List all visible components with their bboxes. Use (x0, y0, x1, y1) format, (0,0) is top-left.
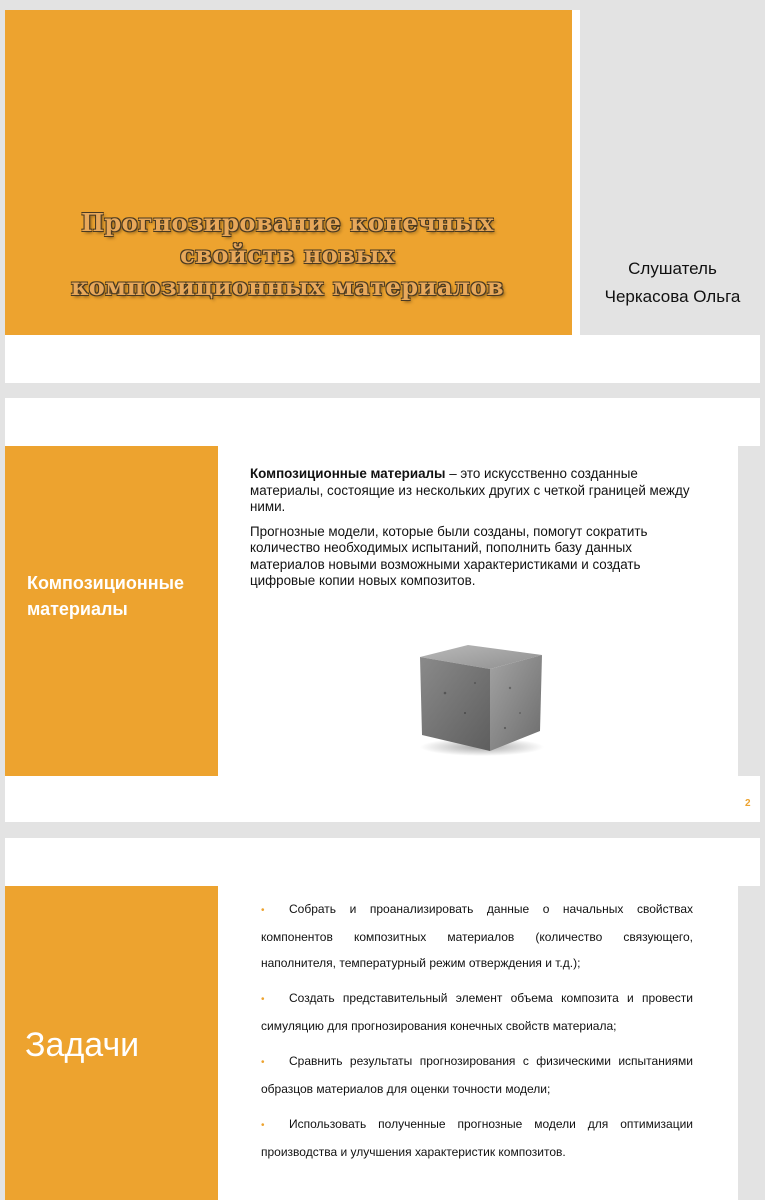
tasks-slide (5, 838, 760, 1200)
page-number: 2 (745, 798, 751, 809)
definition-text: – это искусственно созданные материалы, состоящие из нескольких других с четкой границей между ними. (250, 466, 690, 514)
concrete-cube-image (410, 643, 550, 758)
side-strip (738, 446, 760, 776)
author-block (580, 255, 760, 311)
title-line-3: композиционных материалов (70, 272, 505, 301)
list-item (261, 896, 693, 976)
author-label: Слушатель (628, 259, 717, 278)
slide-body (250, 466, 700, 598)
side-strip (738, 886, 760, 1200)
bullet-icon: • (261, 994, 265, 1005)
author-name: Черкасова Ольга (604, 287, 741, 306)
bullet-icon: • (261, 905, 265, 916)
list-item (261, 985, 693, 1039)
definition-term: Композиционные материалы (250, 466, 446, 481)
task-text: Сравнить результаты прогнозирования с физическими испытаниями образцов материалов для оценки точности модели; (261, 1054, 693, 1096)
task-text: Использовать полученные прогнозные модели для оптимизации производства и улучшения характеристик композитов. (261, 1117, 693, 1159)
bullet-icon: • (261, 1057, 265, 1068)
definition-paragraph (250, 466, 700, 516)
title-line-2: свойств новых (180, 240, 395, 269)
list-item (261, 1111, 693, 1165)
bullet-icon: • (261, 1120, 265, 1131)
models-paragraph: Прогнозные модели, которые были созданы, помогут сократить количество необходимых испытаний, пополнить базу данных материалов новыми возможными характеристиками и создать цифровые копии новых композитов. (250, 523, 648, 588)
title-line-1: Прогнозирование конечных (81, 208, 494, 237)
task-list (261, 896, 693, 1174)
slide-heading: Задачи (25, 1026, 140, 1064)
slide-heading: Композиционные материалы (27, 573, 184, 619)
composites-slide (5, 398, 760, 822)
title-slide (5, 10, 760, 383)
task-text: Собрать и проанализировать данные о начальных свойствах компонентов композитных материалов (количество связующего, наполнителя, температурный режим отверждения и т.д.); (261, 902, 693, 970)
presentation-title (35, 207, 540, 303)
task-text: Создать представительный элемент объема композита и провести симуляцию для прогнозирования конечных свойств материала; (261, 991, 693, 1033)
list-item (261, 1048, 693, 1102)
